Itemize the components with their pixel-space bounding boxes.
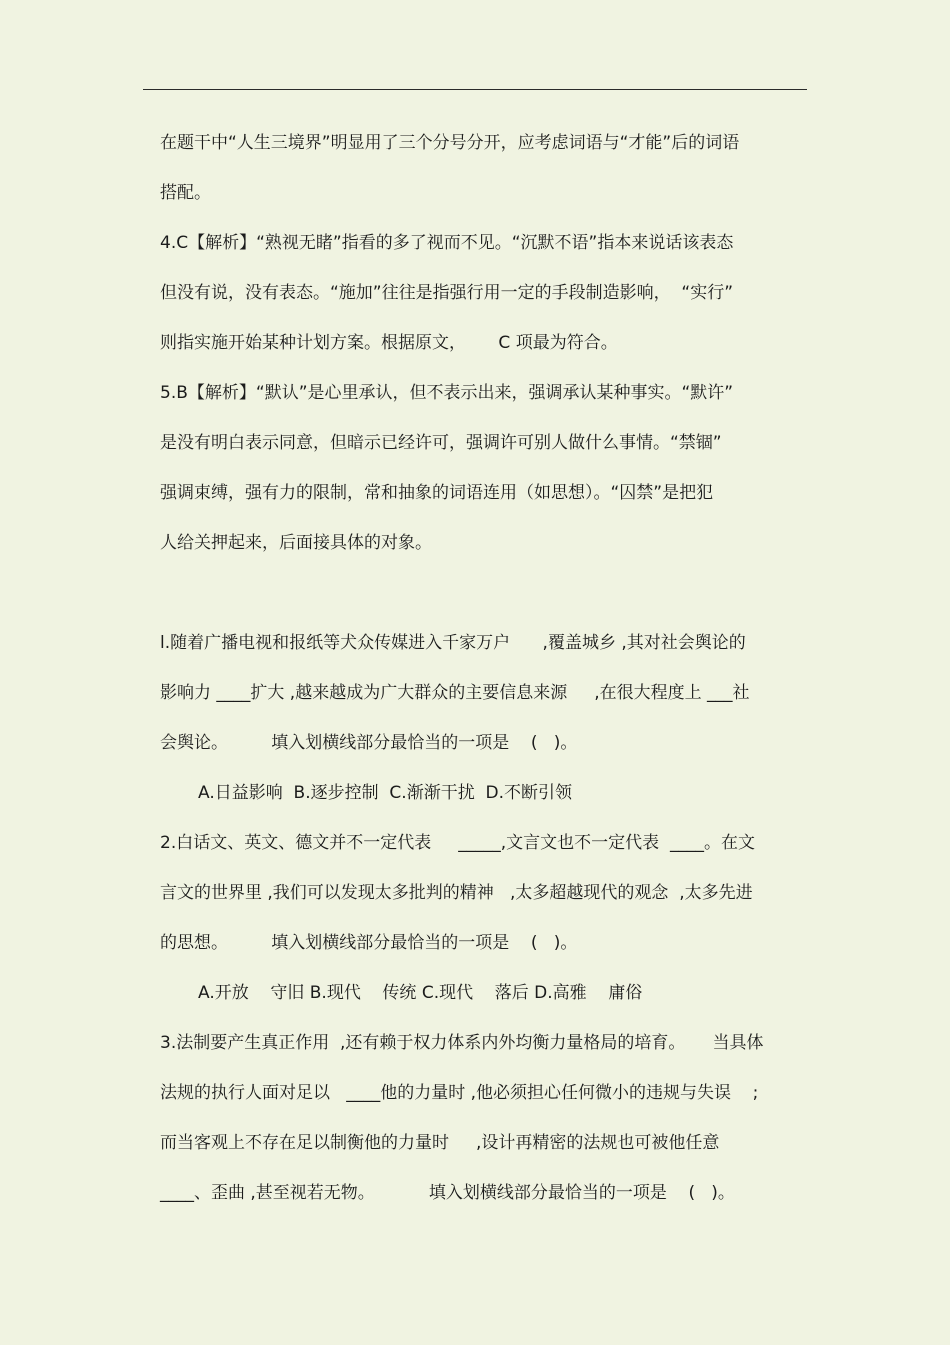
question-3-line: ____、歪曲 ,甚至视若无物。 填入划横线部分最恰当的一项是 ( )。 [160,1183,735,1203]
question-1-options: A.日益影响 B.逐步控制 C.渐渐干扰 D.不断引领 [198,783,572,803]
text-line: 是没有明白表示同意，但暗示已经许可，强调许可别人做什么事情。“禁锢” [160,433,722,453]
question-2-line: 的思想。 填入划横线部分最恰当的一项是 ( )。 [160,933,578,953]
text-line: 强调束缚，强有力的限制，常和抽象的词语连用（如思想）。“囚禁”是把犯 [160,483,714,503]
text-line: 则指实施开始某种计划方案。根据原文， C 项最为符合。 [160,333,618,353]
text-line: 但没有说，没有表态。“施加”往往是指强行用一定的手段制造影响， “实行” [160,283,734,303]
question-2-options: A.开放 守旧 B.现代 传统 C.现代 落后 D.高雅 庸俗 [198,983,643,1003]
text-line: 5.B【解析】“默认”是心里承认，但不表示出来，强调承认某种事实。“默许” [160,383,734,403]
text-line: 搭配。 [160,183,211,203]
text-line: 4.C【解析】“熟视无睹”指看的多了视而不见。“沉默不语”指本来说话该表态 [160,233,734,253]
question-3-line: 3.法制要产生真正作用 ,还有赖于权力体系内外均衡力量格局的培育。 当具体 [160,1033,764,1053]
question-1-line: 影响力 ____扩大 ,越来越成为广大群众的主要信息来源 ,在很大程度上 ___社 [160,683,750,703]
question-3-line: 法规的执行人面对足以 ____他的力量时 ,他必须担心任何微小的违规与失误 ; [160,1083,759,1103]
question-3-line: 而当客观上不存在足以制衡他的力量时 ,设计再精密的法规也可被他任意 [160,1133,720,1153]
question-1-line: l.随着广播电视和报纸等犬众传媒进入千家万户 ,覆盖城乡 ,其对社会舆论的 [160,633,746,653]
question-2-line: 2.白话文、英文、德文并不一定代表 _____,文言文也不一定代表 ____。在文 [160,833,755,853]
question-2-line: 言文的世界里 ,我们可以发现太多批判的精神 ,太多超越现代的观念 ,太多先进 [160,883,753,903]
text-line: 人给关押起来，后面接具体的对象。 [160,533,432,553]
text-line: 在题干中“人生三境界”明显用了三个分号分开，应考虑词语与“才能”后的词语 [160,133,740,153]
question-1-line: 会舆论。 填入划横线部分最恰当的一项是 ( )。 [160,733,578,753]
header-rule [143,89,807,90]
